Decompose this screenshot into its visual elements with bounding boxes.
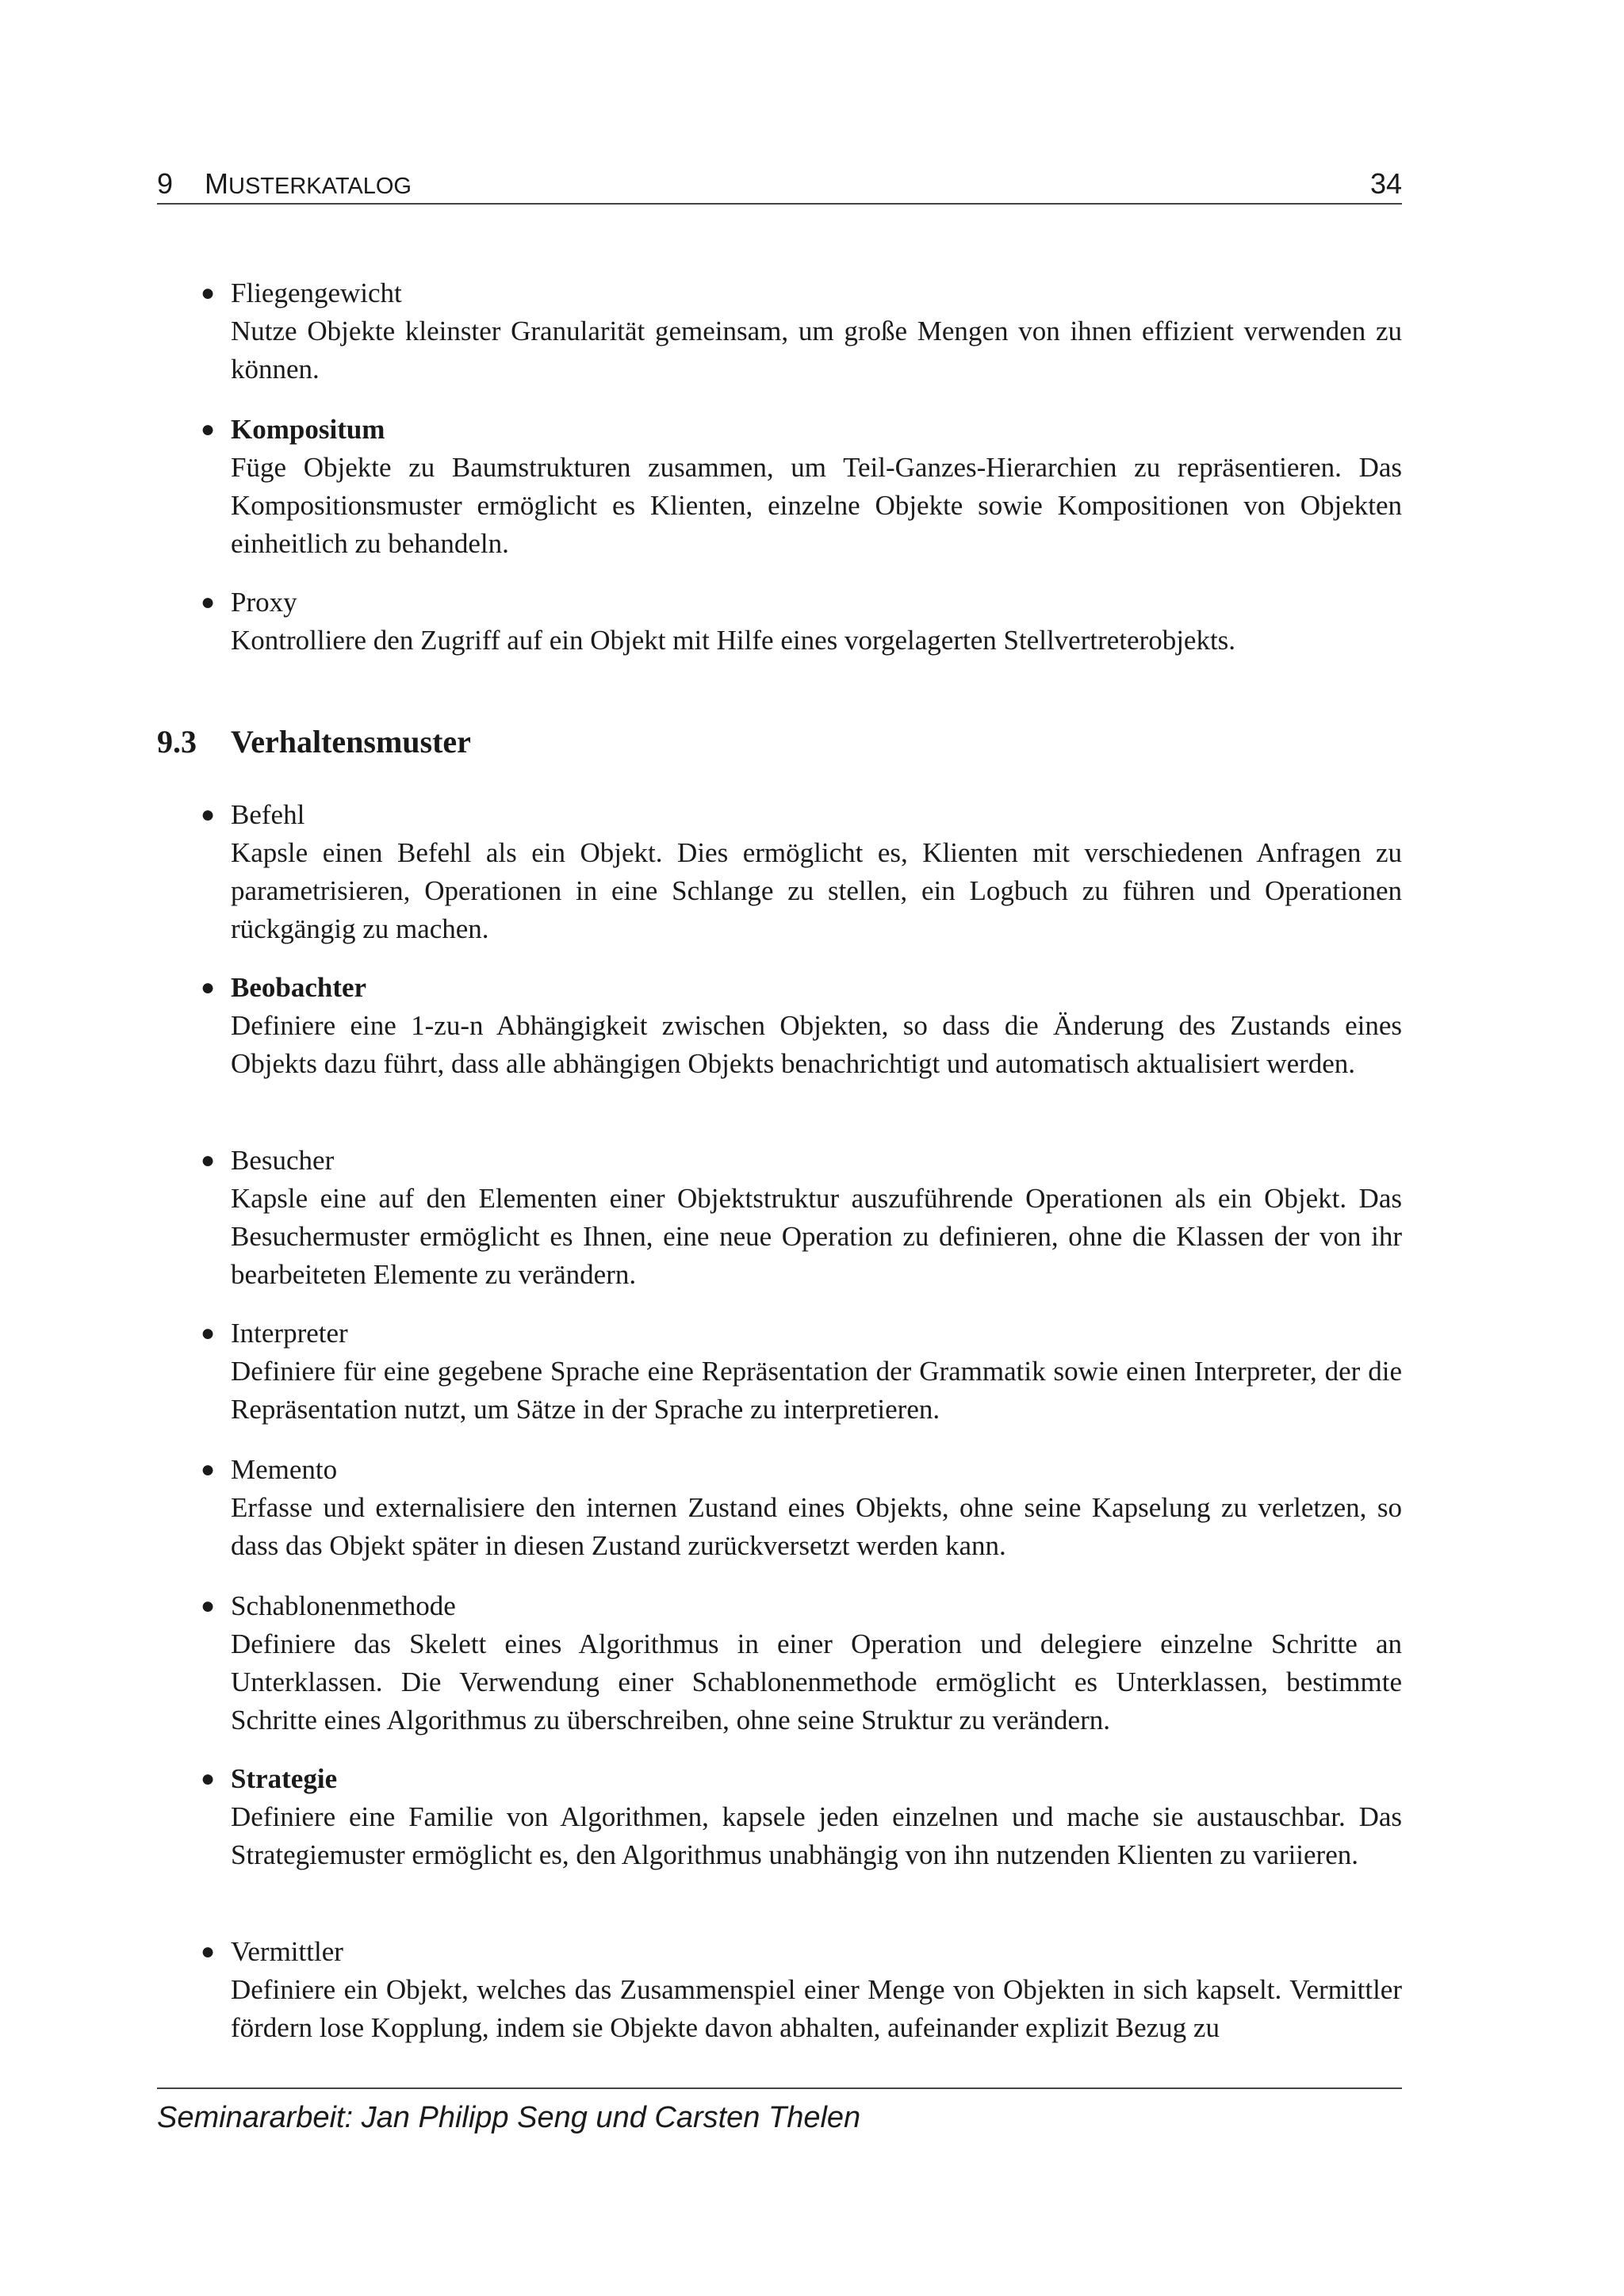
pattern-description: Definiere für eine gegebene Sprache eine Repräsentation der Grammatik sowie einen Interpreter, der die Repräsentation nutzt, um Sätze in der Sprache zu interpretieren. (231, 1356, 1402, 1425)
pattern-description: Nutze Objekte kleinster Granularität gemeinsam, um große Mengen von ihnen effizient verwenden zu können. (231, 316, 1402, 385)
bullet-icon: ● (201, 416, 216, 442)
bullet-icon: ● (201, 1593, 216, 1619)
bullet-icon: ● (201, 280, 216, 306)
pattern-description: Kontrolliere den Zugriff auf ein Objekt mit Hilfe eines vorgelagerten Stellvertreterobjekts. (231, 625, 1236, 656)
header-chapter-title-rest: USTERKATALOG (228, 174, 412, 199)
bullet-icon: ● (201, 1938, 216, 1965)
pattern-title: Vermittler (231, 1936, 343, 1967)
pattern-item (157, 411, 1402, 563)
pattern-title: Befehl (231, 799, 305, 830)
bullet-icon: ● (201, 1320, 216, 1346)
bullet-icon: ● (201, 802, 216, 828)
pattern-description: Definiere eine Familie von Algorithmen, kapsele jeden einzelnen und mache sie austauschbar. Das Strategiemuster ermöglicht es, den Algorithmus unabhängig von ihn nutzenden Klienten zu variieren. (231, 1801, 1402, 1870)
pattern-item (157, 1142, 1402, 1294)
pattern-item (157, 1760, 1402, 1874)
bullet-icon: ● (201, 974, 216, 1001)
pattern-description: Definiere das Skelett eines Algorithmus in einer Operation und delegiere einzelne Schritte an Unterklassen. Die Verwendung einer Schablonenmethode ermöglicht es Unterklassen, bestimmte Schritte eines Algorithmus zu überschreiben, ohne seine Struktur zu verändern. (231, 1628, 1402, 1735)
header-chapter-title (205, 165, 412, 205)
header-chapter-title-initial: M (205, 167, 228, 200)
pattern-description: Erfasse und externalisiere den internen Zustand eines Objekts, ohne seine Kapselung zu verletzen, so dass das Objekt später in diesen Zustand zurückversetzt werden kann. (231, 1492, 1402, 1561)
pattern-title: Interpreter (231, 1318, 348, 1349)
pattern-item (157, 1587, 1402, 1739)
pattern-description: Kapsle eine auf den Elementen einer Objektstruktur auszuführende Operationen als ein Objekt. Das Besuchermuster ermöglicht es Ihnen, eine neue Operation zu definieren, ohne die Klassen der von ihr bearbeiteten Elemente zu verändern. (231, 1183, 1402, 1290)
pattern-item (157, 1451, 1402, 1565)
header-page-number: 34 (1369, 167, 1402, 200)
running-footer: Seminararbeit: Jan Philipp Seng und Carsten Thelen (157, 2101, 861, 2134)
pattern-title: Beobachter (231, 972, 367, 1003)
pattern-title: Memento (231, 1454, 338, 1485)
bullet-icon: ● (201, 589, 216, 615)
header-chapter-number: 9 (157, 167, 174, 200)
pattern-description: Definiere ein Objekt, welches das Zusammenspiel einer Menge von Objekten in sich kapselt. Vermittler fördern lose Kopplung, indem sie Objekte davon abhalten, aufeinander explizit Bezug zu (231, 1974, 1402, 2043)
pattern-item (157, 969, 1402, 1083)
pattern-title: Besucher (231, 1145, 335, 1176)
section-number: 9.3 (157, 724, 197, 760)
pattern-item (157, 274, 1402, 388)
footer-divider (157, 2087, 1402, 2089)
pattern-title: Proxy (231, 587, 297, 618)
bullet-icon: ● (201, 1456, 216, 1483)
pattern-item (157, 1933, 1402, 2047)
pattern-title: Schablonenmethode (231, 1590, 456, 1621)
pattern-description: Füge Objekte zu Baumstrukturen zusammen, um Teil-Ganzes-Hierarchien zu repräsentieren. Das Kompositionsmuster ermöglicht es Klienten, einzelne Objekte sowie Kompositionen von Objekten einheitlich zu behandeln. (231, 452, 1402, 559)
pattern-title: Fliegengewicht (231, 277, 402, 308)
pattern-description: Definiere eine 1-zu-n Abhängigkeit zwischen Objekten, so dass die Änderung des Zustands eines Objekts dazu führt, dass alle abhängigen Objekts benachrichtigt und automatisch aktualisiert werden. (231, 1010, 1402, 1079)
pattern-title: Kompositum (231, 414, 385, 445)
pattern-title: Strategie (231, 1763, 338, 1794)
bullet-icon: ● (201, 1766, 216, 1792)
pattern-item (157, 584, 1402, 660)
running-header (157, 165, 1402, 205)
section-title: Verhaltensmuster (231, 724, 471, 760)
pattern-description: Kapsle einen Befehl als ein Objekt. Dies ermöglicht es, Klienten mit verschiedenen Anfragen zu parametrisieren, Operationen in eine Schlange zu stellen, ein Logbuch zu führen und Operationen rückgängig zu machen. (231, 837, 1402, 944)
pattern-item (157, 796, 1402, 948)
bullet-icon: ● (201, 1147, 216, 1173)
pattern-item (157, 1314, 1402, 1429)
